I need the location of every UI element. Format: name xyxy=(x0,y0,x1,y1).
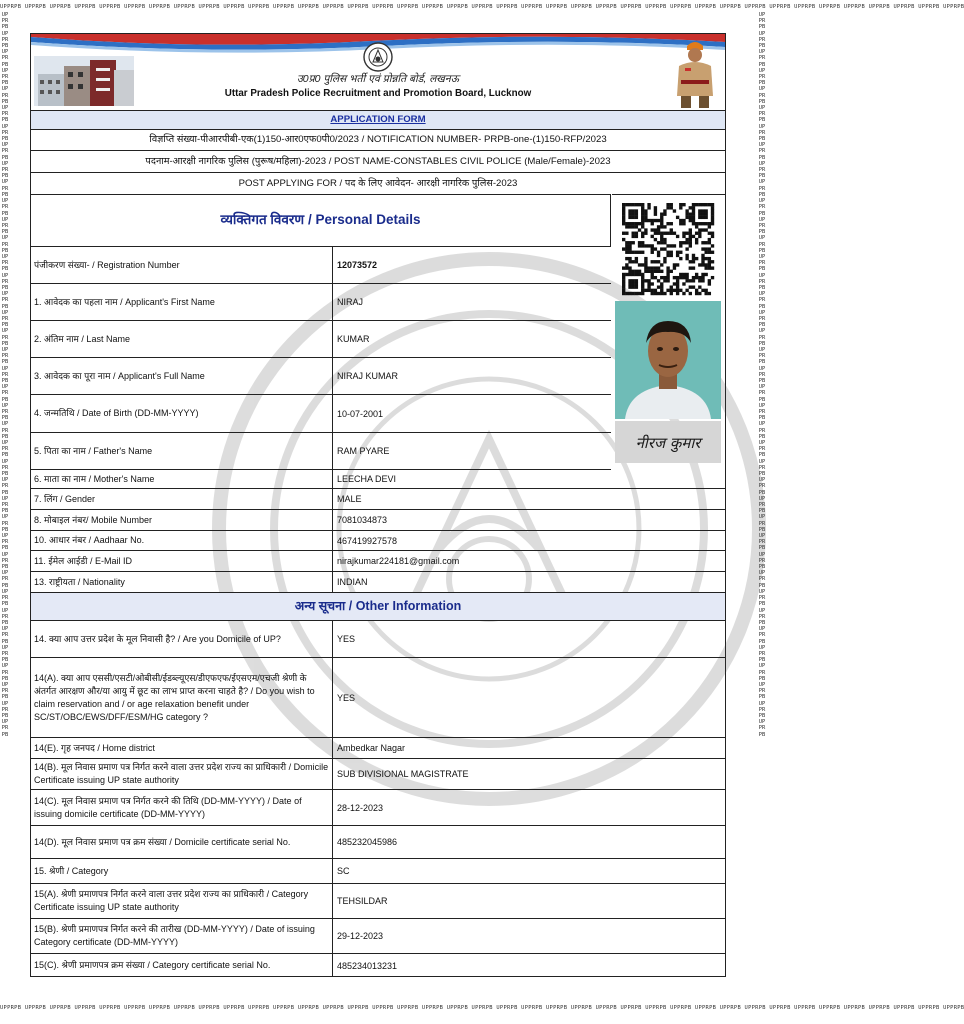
notification-number: विज्ञप्ति संख्या-पीआरपीबी-एक(1)150-आर0एफ0पी0/2023 / NOTIFICATION NUMBER- PRPB-one-(1)150-RFP/2023 xyxy=(31,129,725,150)
personal-detail-value: 467419927578 xyxy=(337,535,398,546)
personal-detail-value: RAM PYARE xyxy=(337,446,390,456)
other-info-row xyxy=(31,953,725,977)
other-info-value: TEHSILDAR xyxy=(337,896,388,906)
other-info-value: 28-12-2023 xyxy=(337,802,384,813)
other-info-value: YES xyxy=(337,692,356,703)
personal-detail-row xyxy=(31,571,725,592)
other-info-row xyxy=(31,657,725,737)
personal-detail-label: 6. माता का नाम / Mother's Name xyxy=(31,470,333,488)
svg-text:नीरज कुमार: नीरज कुमार xyxy=(635,434,701,452)
personal-detail-value: NIRAJ xyxy=(337,297,364,307)
other-information-title: अन्य सूचना / Other Information xyxy=(31,592,725,620)
other-info-row xyxy=(31,737,725,758)
personal-detail-row xyxy=(31,394,611,432)
applicant-signature xyxy=(615,421,721,463)
other-info-label: 14(D). मूल निवास प्रमाण पत्र क्रम संख्या / Domicile certificate serial No. xyxy=(31,826,333,858)
post-name: पदनाम-आरक्षी नागरिक पुलिस (पुरूष/महिला)-2023 / POST NAME-CONSTABLES CIVIL POLICE (Male/Female)-2023 xyxy=(31,150,725,172)
personal-detail-label: 2. अंतिम नाम / Last Name xyxy=(31,321,333,357)
application-form-title: APPLICATION FORM xyxy=(31,110,725,129)
personal-detail-label: 3. आवेदक का पूरा नाम / Applicant's Full Name xyxy=(31,358,333,394)
other-info-value: YES xyxy=(337,634,356,644)
other-info-row xyxy=(31,620,725,657)
other-info-row xyxy=(31,918,725,953)
personal-detail-label: 10. आधार नंबर / Aadhaar No. xyxy=(31,531,333,550)
photo-qr-column xyxy=(612,194,725,487)
watermark-top: UPPRPB UPPRPB UPPRPB UPPRPB UPPRPB UPPRPB UPPRPB UPPRPB UPPRPB UPPRPB UPPRPB UPPRPB UPPRPB UPPRPB UPPRPB UPPRPB UPPRPB UPPRPB UPPRPB UPPRPB UPPRPB UPPRPB UPPRPB UPPRPB UPPRPB UPPRPB UPPRPB UPPRPB UPPRPB UPPRPB UPPRPB UPPRPB UPPRPB UPPRPB UPPRPB UPPRPB UPPRPB UPPRPB UPPRPB xyxy=(0,4,964,10)
other-info-label: 14(A). क्या आप एससी/एसटी/ओबीसी/ईडब्ल्यूएस/डीएफएफ/ईएसएम/एचजी श्रेणी के अंतर्गत आरक्षण और/या आयु में छूट का लाभ प्राप्त करना चाहते है? / Do you wish to claim reservation and / or age relaxation benefit under SC/ST/OBC/EWS/DFF/ESM/HG category ? xyxy=(31,658,333,737)
other-info-row xyxy=(31,858,725,883)
board-logo-icon xyxy=(363,42,393,72)
personal-detail-value: MALE xyxy=(337,494,362,504)
personal-detail-label: 1. आवेदक का पहला नाम / Applicant's First Name xyxy=(31,284,333,320)
other-info-label: 14(B). मूल निवास प्रमाण पत्र निर्गत करने वाला उत्तर प्रदेश राज्य का प्राधिकारी / Domicile Certificate issuing UP state authority xyxy=(31,759,333,789)
personal-detail-label: 4. जन्मतिथि / Date of Birth (DD-MM-YYYY) xyxy=(31,395,333,432)
police-officer-image xyxy=(671,38,719,108)
personal-detail-label: पंजीकरण संख्या- / Registration Number xyxy=(31,247,333,283)
personal-detail-label: 11. ईमेल आईडी / E-Mail ID xyxy=(31,551,333,571)
other-info-row xyxy=(31,825,725,858)
personal-detail-value: 12073572 xyxy=(337,260,378,270)
personal-detail-value: NIRAJ KUMAR xyxy=(337,371,399,381)
other-info-value: 485232045986 xyxy=(337,837,398,847)
personal-detail-value: KUMAR xyxy=(337,334,370,344)
other-info-label: 14(E). गृह जनपद / Home district xyxy=(31,738,333,758)
other-info-label: 15(A). श्रेणी प्रमाणपत्र निर्गत करने वाला उत्तर प्रदेश राज्य का प्राधिकारी / Category Certificate issuing UP state authority xyxy=(31,884,333,918)
personal-detail-label: 7. लिंग / Gender xyxy=(31,489,333,509)
personal-detail-value: LEECHA DEVI xyxy=(337,474,397,484)
personal-detail-label: 5. पिता का नाम / Father's Name xyxy=(31,433,333,469)
personal-detail-row xyxy=(31,530,725,550)
personal-detail-row xyxy=(31,432,611,469)
personal-detail-row xyxy=(31,246,611,283)
personal-detail-row xyxy=(31,488,725,509)
other-info-label: 15(B). श्रेणी प्रमाणपत्र निर्गत करने की तारीख (DD-MM-YYYY) / Date of issuing Category certificate (DD-MM-YYYY) xyxy=(31,919,333,953)
other-info-label: 15. श्रेणी / Category xyxy=(31,859,333,883)
personal-detail-value: nirajkumar224181@gmail.com xyxy=(337,556,460,566)
personal-detail-value: INDIAN xyxy=(337,577,368,587)
watermark-right: UPPRPB UPPRPB UPPRPB UPPRPB UPPRPB UPPRPB UPPRPB UPPRPB UPPRPB UPPRPB UPPRPB UPPRPB UPPRPB UPPRPB UPPRPB UPPRPB UPPRPB UPPRPB UPPRPB UPPRPB UPPRPB UPPRPB UPPRPB UPPRPB UPPRPB UPPRPB UPPRPB UPPRPB UPPRPB UPPRPB UPPRPB UPPRPB UPPRPB UPPRPB UPPRPB UPPRPB UPPRPB UPPRPB UPPRPB xyxy=(758,12,766,738)
personal-detail-row xyxy=(31,283,611,320)
other-info-value: SC xyxy=(337,866,350,876)
personal-detail-row xyxy=(31,509,725,530)
personal-detail-value: 10-07-2001 xyxy=(337,408,384,419)
other-info-value: 485234013231 xyxy=(337,960,398,971)
post-applying-for: POST APPLYING FOR / पद के लिए आवेदन- आरक्षी नागरिक पुलिस-2023 xyxy=(31,172,725,194)
watermark-left: UPPRPB UPPRPB UPPRPB UPPRPB UPPRPB UPPRPB UPPRPB UPPRPB UPPRPB UPPRPB UPPRPB UPPRPB UPPRPB UPPRPB UPPRPB UPPRPB UPPRPB UPPRPB UPPRPB UPPRPB UPPRPB UPPRPB UPPRPB UPPRPB UPPRPB UPPRPB UPPRPB UPPRPB UPPRPB UPPRPB UPPRPB UPPRPB UPPRPB UPPRPB UPPRPB UPPRPB UPPRPB UPPRPB UPPRPB xyxy=(1,12,9,738)
watermark-bottom: UPPRPB UPPRPB UPPRPB UPPRPB UPPRPB UPPRPB UPPRPB UPPRPB UPPRPB UPPRPB UPPRPB UPPRPB UPPRPB UPPRPB UPPRPB UPPRPB UPPRPB UPPRPB UPPRPB UPPRPB UPPRPB UPPRPB UPPRPB UPPRPB UPPRPB UPPRPB UPPRPB UPPRPB UPPRPB UPPRPB UPPRPB UPPRPB UPPRPB UPPRPB UPPRPB UPPRPB UPPRPB UPPRPB UPPRPB xyxy=(0,1005,964,1011)
org-name-english: Uttar Pradesh Police Recruitment and Promotion Board, Lucknow xyxy=(224,88,532,99)
personal-detail-row xyxy=(31,469,611,488)
other-info-value: 29-12-2023 xyxy=(337,931,384,941)
applicant-photo xyxy=(615,301,721,419)
form-header xyxy=(31,34,725,110)
other-info-row xyxy=(31,883,725,918)
personal-details-title: व्यक्तिगत विवरण / Personal Details xyxy=(31,194,611,246)
personal-detail-row xyxy=(31,320,611,357)
personal-detail-label: 13. राष्ट्रीयता / Nationality xyxy=(31,572,333,592)
other-info-value: SUB DIVISIONAL MAGISTRATE xyxy=(337,769,469,779)
qr-code-icon xyxy=(622,203,714,295)
personal-detail-label: 8. मोबाइल नंबर/ Mobile Number xyxy=(31,510,333,530)
personal-detail-row xyxy=(31,550,725,571)
other-info-label: 14(C). मूल निवास प्रमाण पत्र निर्गत करने की तिथि (DD-MM-YYYY) / Date of issuing domicile certificate (DD-MM-YYYY) xyxy=(31,790,333,825)
other-info-label: 15(C). श्रेणी प्रमाणपत्र क्रम संख्या / Category certificate serial No. xyxy=(31,954,333,977)
other-info-row xyxy=(31,758,725,789)
other-info-label: 14. क्या आप उत्तर प्रदेश के मूल निवासी है? / Are you Domicile of UP? xyxy=(31,621,333,657)
other-info-value: Ambedkar Nagar xyxy=(337,743,406,753)
other-info-row xyxy=(31,789,725,825)
org-name-hindi: उ0प्र0 पुलिस भर्ती एवं प्रोन्नति बोर्ड, लखनऊ xyxy=(297,73,459,85)
application-form-page xyxy=(30,33,726,977)
personal-detail-row xyxy=(31,357,611,394)
personal-detail-value: 7081034873 xyxy=(337,515,388,525)
